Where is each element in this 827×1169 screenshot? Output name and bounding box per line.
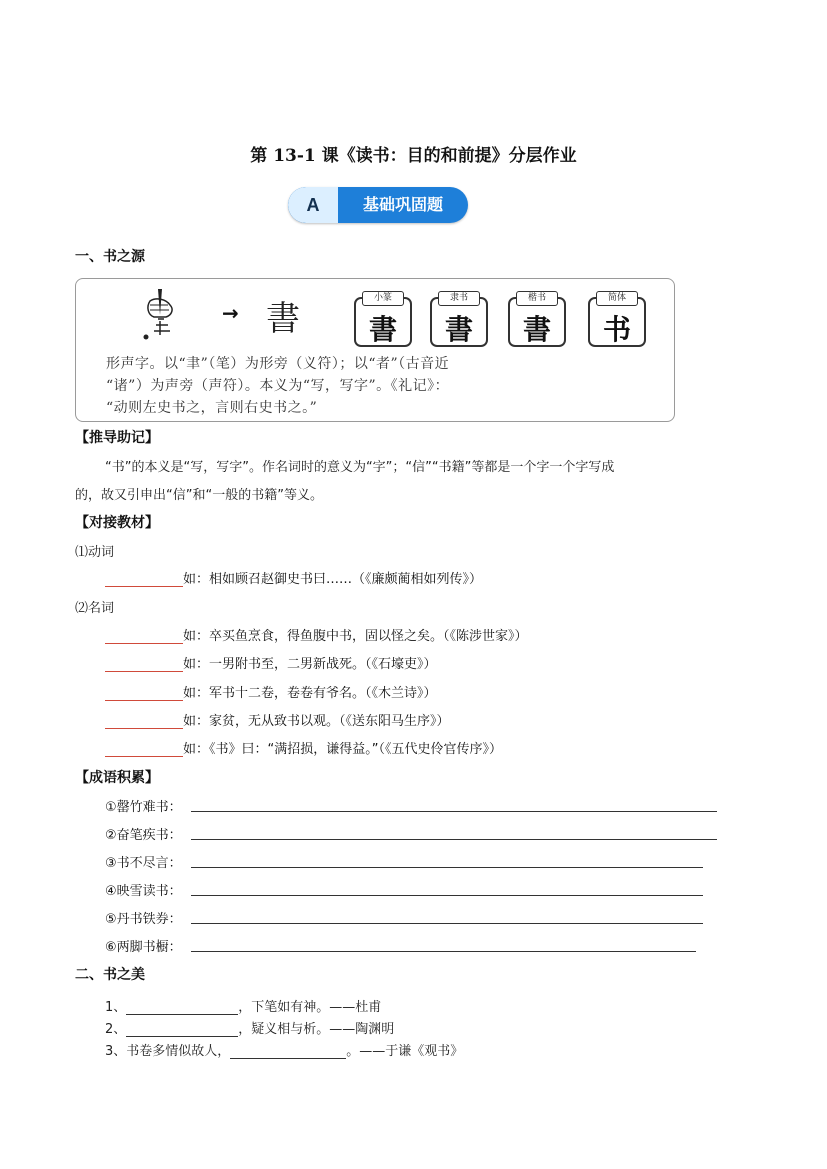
verb-label: ⑴动词 xyxy=(75,545,115,560)
script-char: 書 xyxy=(368,313,397,346)
idioms-heading: 【成语积累】 xyxy=(75,770,159,786)
example-text: 如：一男附书至，二男新战死。（《石壕吏》） xyxy=(183,657,437,672)
idiom-item: ⑥两脚书橱： xyxy=(105,940,182,955)
example-line xyxy=(105,738,502,757)
figure-text-line: “动则左史书之，言则右史书之。” xyxy=(106,400,318,416)
figure-text-line: “诸”）为声旁（声符）。本义为“写，写字”。《礼记》： xyxy=(106,378,450,394)
script-label: 小篆 xyxy=(362,291,404,306)
answer-blank[interactable] xyxy=(126,1023,238,1037)
quote-number: 1、 xyxy=(105,1000,127,1015)
quote-text: 3、书卷多情似故人， xyxy=(105,1044,231,1059)
script-char: 书 xyxy=(602,313,631,346)
memory-line-2: 的，故又引申出“信”和“一般的书籍”等义。 xyxy=(75,488,323,503)
idiom-answer-line[interactable] xyxy=(191,894,703,896)
script-card-clerical xyxy=(430,293,488,347)
quote-line xyxy=(105,1018,394,1037)
script-char: 書 xyxy=(444,313,473,346)
memory-line-1: “书”的本义是“写，写字”。作名词时的意义为“字”；“信”“书籍”等都是一个字一个字写成 xyxy=(105,460,615,475)
noun-label: ⑵名词 xyxy=(75,601,115,616)
section-heading-beauty: 二、书之美 xyxy=(75,967,145,983)
idiom-item: ④映雪读书： xyxy=(105,884,182,899)
script-char: 書 xyxy=(522,313,551,346)
quote-text: 。——于谦《观书》 xyxy=(346,1044,464,1059)
idiom-answer-line[interactable] xyxy=(191,866,703,868)
answer-blank[interactable] xyxy=(105,658,183,672)
answer-blank[interactable] xyxy=(126,1001,238,1015)
figure-text-line: 形声字。以“聿”（笔）为形旁（义符）；以“者”（古音近 xyxy=(106,356,450,372)
answer-blank[interactable] xyxy=(105,743,183,757)
answer-blank[interactable] xyxy=(105,687,183,701)
script-card-seal xyxy=(354,293,412,347)
textbook-heading: 【对接教材】 xyxy=(75,515,159,531)
idiom-answer-line[interactable] xyxy=(191,838,717,840)
answer-blank[interactable] xyxy=(105,630,183,644)
idiom-item: ②奋笔疾书： xyxy=(105,828,182,843)
script-card-simplified xyxy=(588,293,646,347)
idiom-item: ①罄竹难书： xyxy=(105,800,182,815)
evolution-char: 書 xyxy=(266,299,300,339)
memory-heading: 【推导助记】 xyxy=(75,430,159,446)
level-text: 基础巩固题 xyxy=(362,195,443,214)
idiom-answer-line[interactable] xyxy=(191,922,703,924)
answer-blank[interactable] xyxy=(105,573,183,587)
quote-text: ，疑义相与析。——陶渊明 xyxy=(238,1022,395,1037)
example-text: 如：军书十二卷，卷卷有爷名。（《木兰诗》） xyxy=(183,686,437,701)
script-label: 简体 xyxy=(596,291,638,306)
quote-line xyxy=(105,1040,463,1059)
quote-text: ，下笔如有神。——杜甫 xyxy=(238,1000,382,1015)
example-line xyxy=(105,625,528,644)
hand-brush-icon xyxy=(136,287,196,349)
idiom-item: ⑤丹书铁券： xyxy=(105,912,182,927)
section-heading-origin: 一、书之源 xyxy=(75,249,145,265)
example-text: 如：《书》曰：“满招损，谦得益。”（《五代史伶官传序》） xyxy=(183,742,502,757)
example-text: 如：家贫，无从致书以观。（《送东阳马生序》） xyxy=(183,714,450,729)
example-line xyxy=(105,682,437,701)
idiom-answer-line[interactable] xyxy=(191,810,717,812)
example-text: 如：卒买鱼烹食，得鱼腹中书，固以怪之矣。（《陈涉世家》） xyxy=(183,629,528,644)
answer-blank[interactable] xyxy=(105,715,183,729)
quote-line xyxy=(105,996,381,1015)
character-origin-figure xyxy=(75,278,675,422)
evolution-arrow: → xyxy=(222,301,239,325)
script-card-regular xyxy=(508,293,566,347)
answer-blank[interactable] xyxy=(230,1045,346,1059)
script-label: 楷书 xyxy=(516,291,558,306)
script-label: 隶书 xyxy=(438,291,480,306)
idiom-item: ③书不尽言： xyxy=(105,856,182,871)
example-line xyxy=(105,568,482,587)
example-line xyxy=(105,710,450,729)
level-letter: A xyxy=(288,187,338,223)
example-text: 如：相如顾召赵御史书曰……（《廉颇蔺相如列传》） xyxy=(183,572,483,587)
level-badge xyxy=(288,187,468,223)
idiom-answer-line[interactable] xyxy=(191,950,696,952)
example-line xyxy=(105,653,437,672)
quote-number: 2、 xyxy=(105,1022,127,1037)
page-title: 第 13-1 课《读书：目的和前提》分层作业 xyxy=(250,146,577,166)
